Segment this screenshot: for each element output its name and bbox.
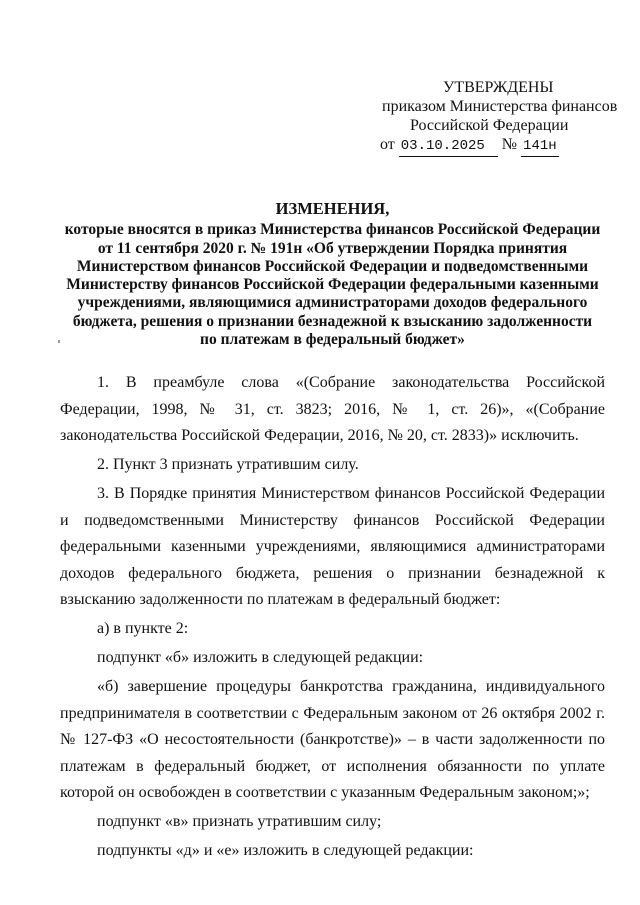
heading-line: Министерством финансов Российской Федерации и подведомственными xyxy=(76,257,589,275)
document-body xyxy=(60,370,605,867)
heading-line: от 11 сентября 2020 г. № 191н «Об утверждении Порядка принятия xyxy=(97,239,568,257)
paragraph-subpoints-d-e: подпункты «д» и «е» изложить в следующей редакции: xyxy=(97,842,474,859)
approval-block xyxy=(380,78,620,157)
approval-title: УТВЕРЖДЕНЫ xyxy=(443,79,554,96)
number-prefix: № xyxy=(501,136,518,153)
paragraph-3a: а) в пункте 2: xyxy=(97,620,189,637)
heading-line: которые вносятся в приказ Министерства финансов Российской Федерации xyxy=(64,221,601,239)
approval-order-line: приказом Министерства финансов xyxy=(382,98,618,115)
approval-ministry-line: Российской Федерации xyxy=(410,117,569,134)
heading-line: бюджета, решения о признании безнадежной к взысканию задолженности xyxy=(72,312,593,330)
paragraph-subpoint-v: подпункт «в» признать утратившим силу; xyxy=(97,813,382,830)
paragraph-1: 1. В преамбуле слова «(Собрание законодательства Российской Федерации, 1998, № 31, ст. 3823; 2016, № 1, ст. 26)», «(Собрание законодательства Российской Федерации, 2016, № 20, ст. 2833)» исключить. xyxy=(60,374,605,444)
order-number: 141н xyxy=(521,137,559,157)
paragraph-subpoint-b-intro: подпункт «б» изложить в следующей редакции: xyxy=(97,649,424,666)
heading-line: Министерству финансов Российской Федерации федеральными казенными xyxy=(66,276,599,294)
paragraph-2: 2. Пункт 3 признать утратившим силу. xyxy=(97,456,359,473)
order-date: 03.10.2025 xyxy=(399,137,498,157)
date-prefix: от xyxy=(380,136,395,153)
heading-line: по платежам в федеральный бюджет» xyxy=(200,331,465,349)
scan-mark xyxy=(58,340,60,343)
heading-title: ИЗМЕНЕНИЯ, xyxy=(275,199,390,218)
heading-line: учреждениями, являющимися администраторами доходов федерального xyxy=(77,294,588,312)
approval-date-line xyxy=(380,135,620,157)
document-heading xyxy=(60,200,605,349)
paragraph-subpoint-b-text: «б) завершение процедуры банкротства гражданина, индивидуального предпринимателя в соответствии с Федеральным законом от 26 октября 2002 г. № 127-ФЗ «О несостоятельности (банкротстве)» – в части задолженности по платежам в федеральный бюджет, от исполнения обязанности по уплате которой он освобожден в соответствии с указанным Федеральным законом;»; xyxy=(60,678,605,801)
paragraph-3: 3. В Порядке принятия Министерством финансов Российской Федерации и подведомственными Министерству финансов Российской Федерации федеральными казенными учреждениями, являющимися администраторами доходов федерального бюджета, решения о признании безнадежной к взысканию задолженности по платежам в федеральный бюджет: xyxy=(60,485,605,608)
